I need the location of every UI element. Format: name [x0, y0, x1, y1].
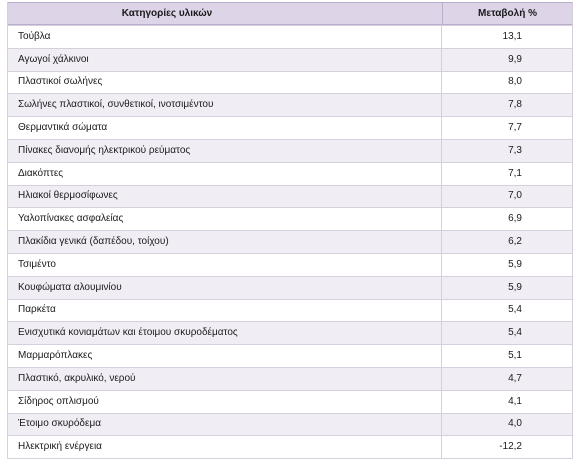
- row-category: Ηλιακοί θερμοσίφωνες: [8, 186, 442, 208]
- row-category: Ενισχυτικά κονιαμάτων και έτοιμου σκυροδέματος: [8, 322, 442, 344]
- row-change-value: 5,9: [508, 258, 522, 270]
- row-category: Κουφώματα αλουμινίου: [8, 277, 442, 299]
- row-change-value: 7,8: [508, 99, 522, 111]
- table-row: [8, 344, 572, 367]
- row-change-value: 5,9: [508, 281, 522, 293]
- table-row: [8, 207, 572, 230]
- table-body: [8, 25, 572, 458]
- table-row: [8, 299, 572, 322]
- row-category: Παρκέτα: [8, 300, 442, 322]
- row-change-value: 5,4: [508, 327, 522, 339]
- table-row: [8, 253, 572, 276]
- table-row: [8, 435, 572, 458]
- row-change-value: 7,1: [508, 167, 522, 179]
- row-change-value: -12,2: [499, 441, 522, 453]
- row-category: Πλαστικό, ακρυλικό, νερού: [8, 368, 442, 390]
- row-change-value: 9,9: [508, 53, 522, 65]
- row-change-value: 7,3: [508, 144, 522, 156]
- row-category: Σίδηρος οπλισμού: [8, 391, 442, 413]
- row-category: Τούβλα: [8, 26, 442, 48]
- table-row: [8, 116, 572, 139]
- table-row: [8, 162, 572, 185]
- row-category: Σωλήνες πλαστικοί, συνθετικοί, ινοτσιμέντου: [8, 94, 442, 116]
- table-row: [8, 185, 572, 208]
- row-change-value: 7,0: [508, 190, 522, 202]
- table-row: [8, 413, 572, 436]
- table-row: [8, 230, 572, 253]
- table-row: [8, 321, 572, 344]
- row-category: Ηλεκτρική ενέργεια: [8, 436, 442, 458]
- row-change-value: 5,1: [508, 350, 522, 362]
- row-change-value: 13,1: [502, 30, 522, 42]
- row-category: Τσιμέντο: [8, 254, 442, 276]
- table-row: [8, 367, 572, 390]
- row-category: Θερμαντικά σώματα: [8, 117, 442, 139]
- header-category: Κατηγορίες υλικών: [121, 7, 213, 19]
- row-category: Πλαστικοί σωλήνες: [8, 72, 442, 94]
- row-change-value: 7,7: [508, 122, 522, 134]
- row-category: Αγωγοί χάλκινοι: [8, 49, 442, 71]
- row-change-value: 4,1: [508, 395, 522, 407]
- row-change-value: 8,0: [508, 76, 522, 88]
- row-category: Υαλοπίνακες ασφαλείας: [8, 208, 442, 230]
- table-row: [8, 390, 572, 413]
- row-category: Πλακίδια γενικά (δαπέδου, τοίχου): [8, 231, 442, 253]
- table-row: [8, 139, 572, 162]
- header-spacer: [326, 3, 443, 24]
- materials-change-table: [7, 2, 573, 459]
- table-row: [8, 93, 572, 116]
- row-category: Διακόπτες: [8, 163, 442, 185]
- table-row: [8, 276, 572, 299]
- table-row: [8, 71, 572, 94]
- row-category: Πίνακες διανομής ηλεκτρικού ρεύματος: [8, 140, 442, 162]
- row-category: Έτοιμο σκυρόδεμα: [8, 414, 442, 436]
- row-change-value: 6,9: [508, 213, 522, 225]
- row-change-value: 5,4: [508, 304, 522, 316]
- table-header-row: [8, 2, 572, 25]
- table-row: [8, 25, 572, 48]
- row-change-value: 4,0: [508, 418, 522, 430]
- row-change-value: 4,7: [508, 372, 522, 384]
- row-category: Μαρμαρόπλακες: [8, 345, 442, 367]
- header-change: Μεταβολή %: [478, 7, 537, 19]
- table-row: [8, 48, 572, 71]
- row-change-value: 6,2: [508, 236, 522, 248]
